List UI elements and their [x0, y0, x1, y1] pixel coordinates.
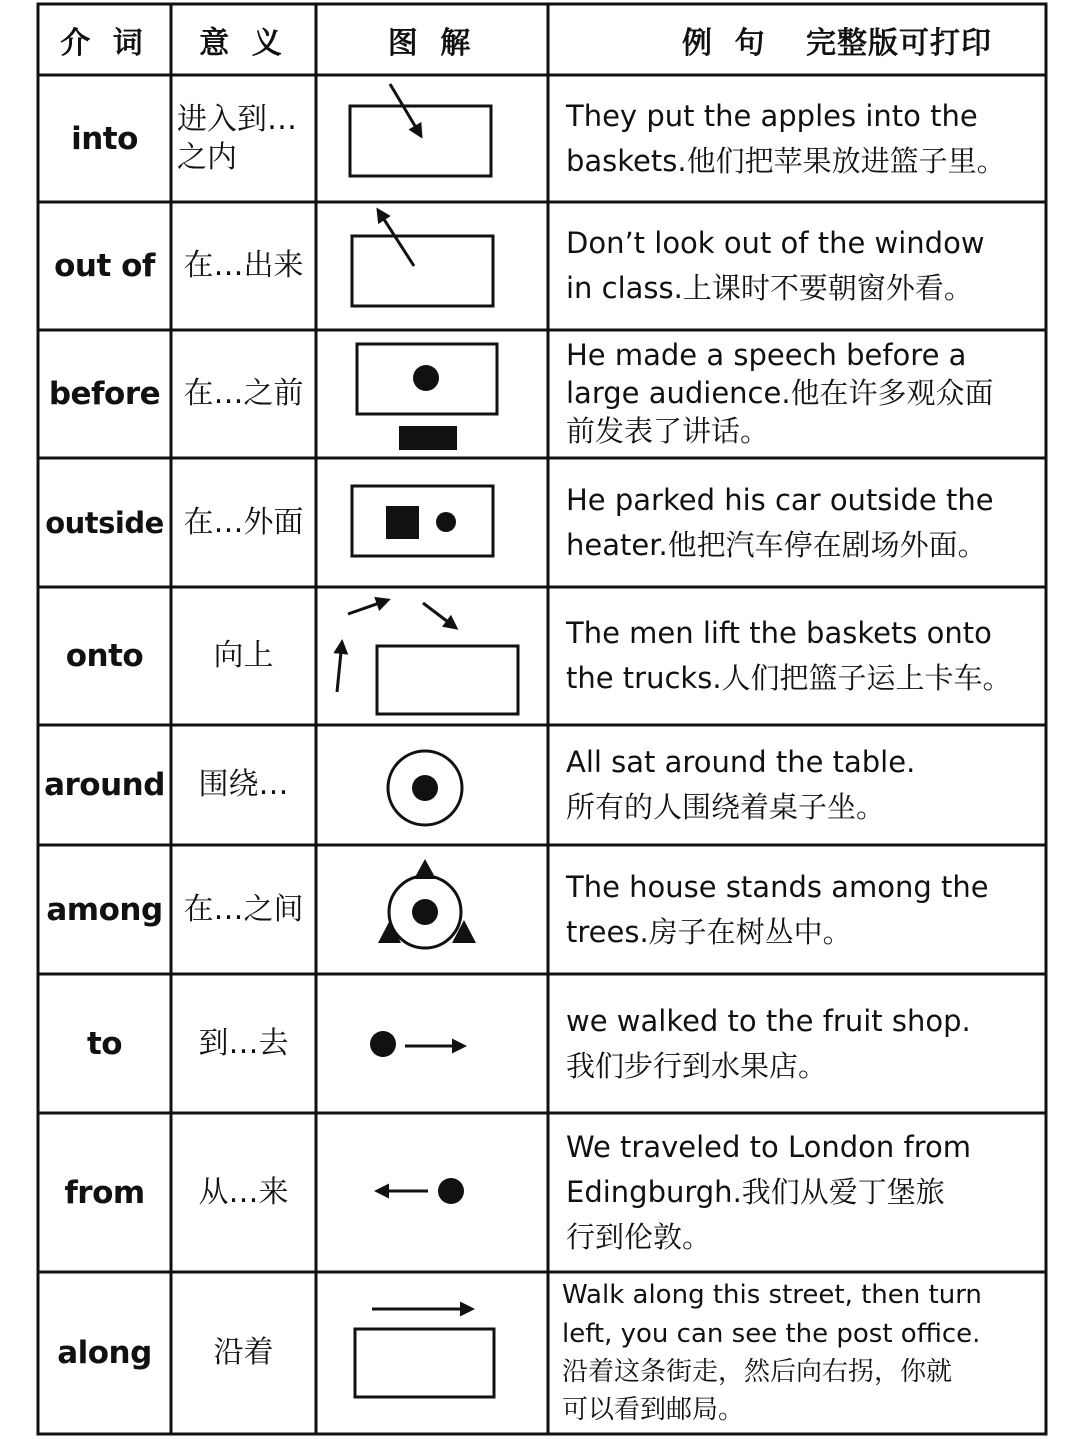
row-word-outside: outside — [45, 505, 164, 540]
square-and-dot-in-box-icon — [352, 486, 493, 556]
row-word-from: from — [64, 1174, 145, 1211]
row-meaning-from: 从…来 — [198, 1174, 289, 1210]
row-word-among: among — [46, 891, 163, 928]
header-example: 例 句 — [682, 25, 771, 61]
arrow-along-box-icon — [355, 1309, 494, 1397]
row-word-to: to — [86, 1025, 123, 1062]
row-meaning-along: 沿着 — [213, 1335, 274, 1371]
row-example-along: Walk along this street, then turn left, you can see the post office. 沿着这条街走，然后向右拐，你就 可以看到邮局。 — [562, 1280, 982, 1426]
row-meaning-among: 在…之间 — [183, 891, 304, 927]
row-example-from: We traveled to London from Edingburgh.我们从爱丁堡旅 行到伦敦。 — [566, 1130, 971, 1254]
row-example-into: They put the apples into the baskets.他们把苹果放进篮子里。 — [566, 98, 1006, 178]
row-word-out-of: out of — [54, 248, 155, 284]
row-meaning-before: 在…之前 — [183, 376, 304, 412]
row-word-before: before — [48, 376, 161, 412]
dot-before-bar-icon — [357, 344, 497, 450]
dot-arrow-right-icon — [370, 1031, 464, 1057]
row-meaning-into: 进入到… 之内 — [177, 102, 297, 175]
header-printable-note: 完整版可打印 — [806, 25, 992, 61]
row-example-out-of: Don’t look out of the window in class.上课时不要朝窗外看。 — [566, 226, 985, 305]
row-meaning-around: 围绕… — [198, 767, 289, 803]
row-meaning-out-of: 在…出来 — [183, 248, 304, 284]
arrow-into-box-icon — [350, 84, 491, 176]
row-example-onto: The men lift the baskets onto the trucks.人们把篮子运上卡车。 — [566, 616, 1012, 695]
row-example-around: All sat around the table. 所有的人围绕着桌子坐。 — [566, 745, 916, 824]
row-word-around: around — [44, 767, 165, 803]
header-example-cell — [548, 4, 1046, 75]
arrow-out-of-box-icon — [352, 210, 493, 306]
row-meaning-onto: 向上 — [213, 638, 274, 674]
dot-circle-triangles-icon — [378, 859, 476, 948]
header-preposition: 介 词 — [60, 25, 149, 61]
header-diagram: 图 解 — [387, 25, 477, 61]
arrows-onto-box-icon — [337, 600, 518, 714]
row-example-outside: He parked his car outside the heater.他把汽车停在剧场外面。 — [566, 482, 994, 562]
row-meaning-to: 到…去 — [198, 1025, 289, 1061]
row-example-to: we walked to the fruit shop. 我们步行到水果店。 — [566, 1003, 971, 1083]
row-meaning-outside: 在…外面 — [183, 504, 304, 540]
row-word-onto: onto — [65, 638, 144, 674]
header-meaning: 意 义 — [199, 25, 288, 61]
row-word-into: into — [71, 120, 138, 157]
row-word-along: along — [57, 1335, 152, 1371]
arrow-left-dot-icon — [377, 1178, 464, 1204]
row-example-before: He made a speech before a large audience.他在许多观众面 前发表了讲话。 — [566, 338, 994, 448]
row-example-among: The house stands among the trees.房子在树丛中。 — [566, 869, 989, 949]
dot-in-circle-icon — [388, 751, 462, 825]
